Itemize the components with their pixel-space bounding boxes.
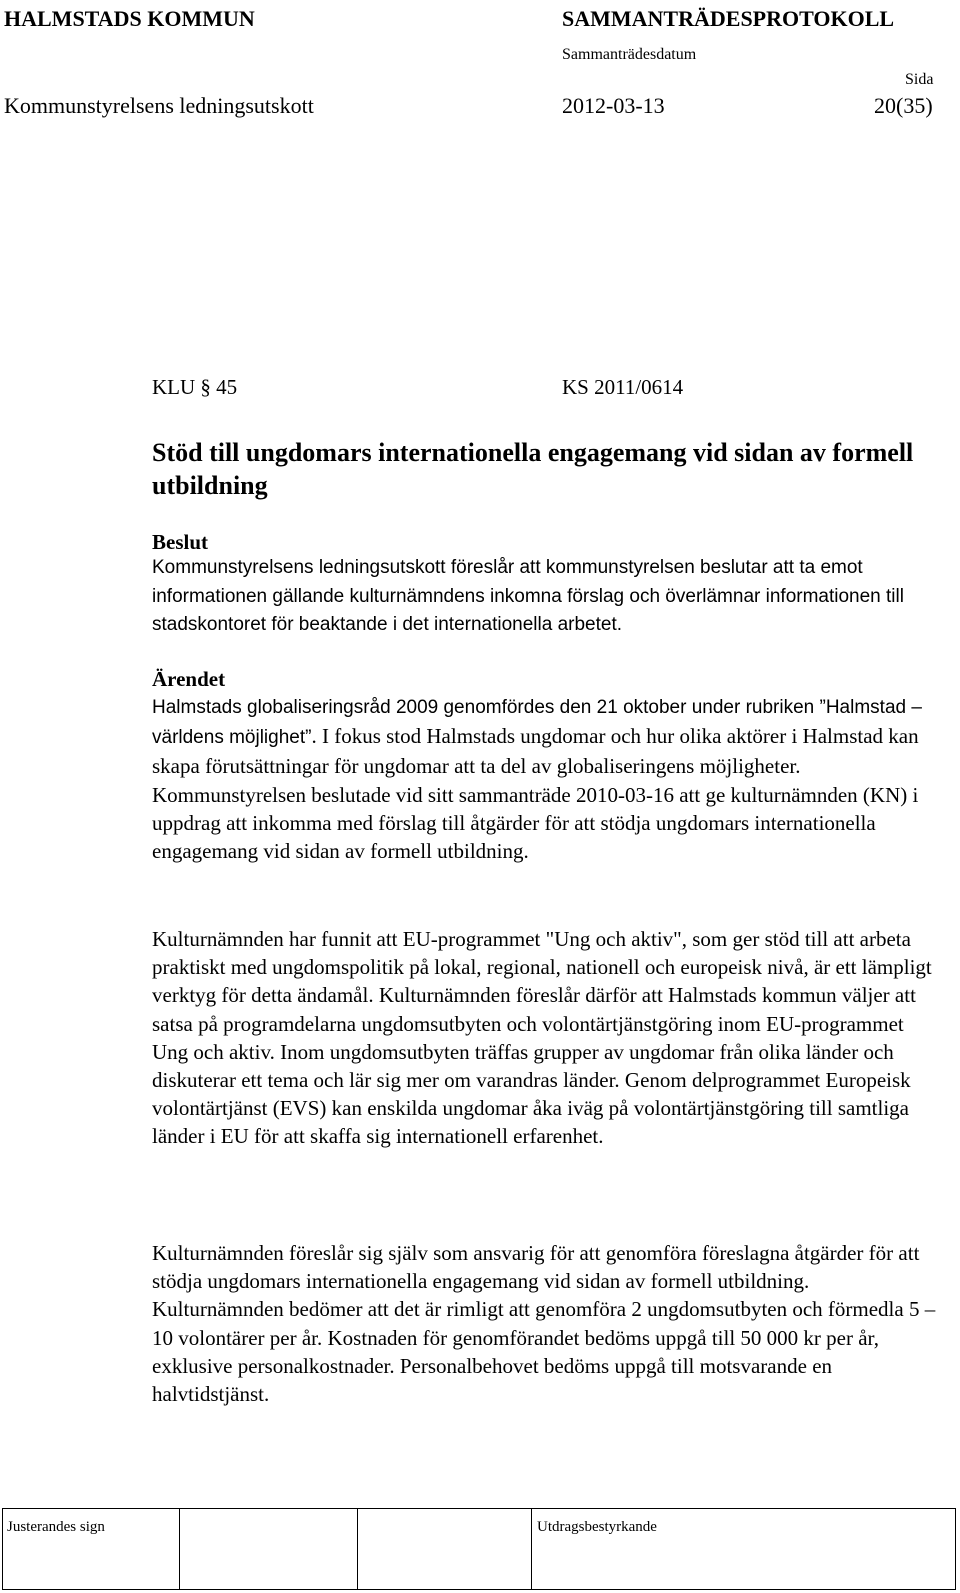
footer-divider <box>357 1509 358 1589</box>
paragraph-reference: KLU § 45 <box>152 375 238 399</box>
signature-footer <box>2 1508 956 1590</box>
arendet-intro-text: Halmstads globaliseringsråd 2009 genomfördes den 21 oktober under rubriken <box>152 697 815 718</box>
arendet-paragraph-3: Kulturnämnden föreslår sig själv som ansvarig för att genomföra föreslagna åtgärder för att stödja ungdomars internationella engagemang vid sidan av formell utbildning. Kulturnämnden bedömer att det är rimligt att genomföra 2 ungdomsutbyten och förmedla 5 – 10 volontärer per år. Kostnaden för genomförandet bedöms uppgå till 50 000 kr per år, exklusive personalkostnader. Personalbehovet bedöms uppgå till motsvarande en halvtidstjänst. <box>152 1241 936 1407</box>
arendet-paragraph-1 <box>152 692 942 865</box>
footer-divider <box>531 1509 532 1589</box>
page-label: Sida <box>905 71 934 88</box>
page-number: 20(35) <box>874 93 933 118</box>
org-name: HALMSTADS KOMMUN <box>4 6 255 31</box>
date-label: Sammanträdesdatum <box>562 46 697 63</box>
utdragsbestyrkande-label: Utdragsbestyrkande <box>537 1519 657 1535</box>
arendet-heading: Ärendet <box>152 667 226 691</box>
diarie-number: KS 2011/0614 <box>562 375 684 399</box>
beslut-heading: Beslut <box>152 530 209 554</box>
footer-divider <box>179 1509 180 1589</box>
justerandes-sign-label: Justerandes sign <box>7 1519 105 1535</box>
arendet-paragraph-2: Kulturnämnden har funnit att EU-programmet "Ung och aktiv", som ger stöd till att arbeta praktiskt med ungdomspolitik på lokal, regional, nationell och europeisk nivå, är ett lämpligt verktyg för detta ändamål. Kulturnämnden föreslår därför att Halmstads kommun väljer att satsa på programdelarna ungdomsutbyten och volontärtjänstgöring inom EU-programmet Ung och aktiv. Inom ungdomsutbyten träffas grupper av ungdomar från olika länder och diskuterar ett tema och lär sig mer om varandras länder. Genom delprogrammet Europeisk volontärtjänst (EVS) kan enskilda ungdomar åka iväg på volontärtjänstgöring till samtliga länder i EU för att skaffa sig internationell erfarenhet. <box>152 927 932 1149</box>
arendet-paragraph-1-rest: . I fokus stod Halmstads ungdomar och hur olika aktörer i Halmstad kan skapa förutsättningar för ungdomar att ta del av globaliseringens möjligheter. Kommunstyrelsen beslutade vid sitt sammanträde 2010-03-16 att ge kulturnämnden (KN) i uppdrag att inkomma med förslag till åtgärder för att stödja ungdomars internationella engagemang vid sidan av formell utbildning. <box>152 724 919 864</box>
beslut-text: Kommunstyrelsens ledningsutskott föreslår att kommunstyrelsen beslutar att ta emot informationen gällande kulturnämndens inkomna förslag och överlämnar informationen till stadskontoret för beaktande i det internationella arbetet. <box>152 557 904 635</box>
event-title-quote: ”Halmstad – världens möjlighet” <box>152 697 922 749</box>
committee-name: Kommunstyrelsens ledningsutskott <box>4 93 314 118</box>
meeting-date: 2012-03-13 <box>562 93 665 118</box>
case-title: Stöd till ungdomars internationella engagemang vid sidan av formell utbildning <box>152 438 914 500</box>
document-type: SAMMANTRÄDESPROTOKOLL <box>562 6 895 31</box>
